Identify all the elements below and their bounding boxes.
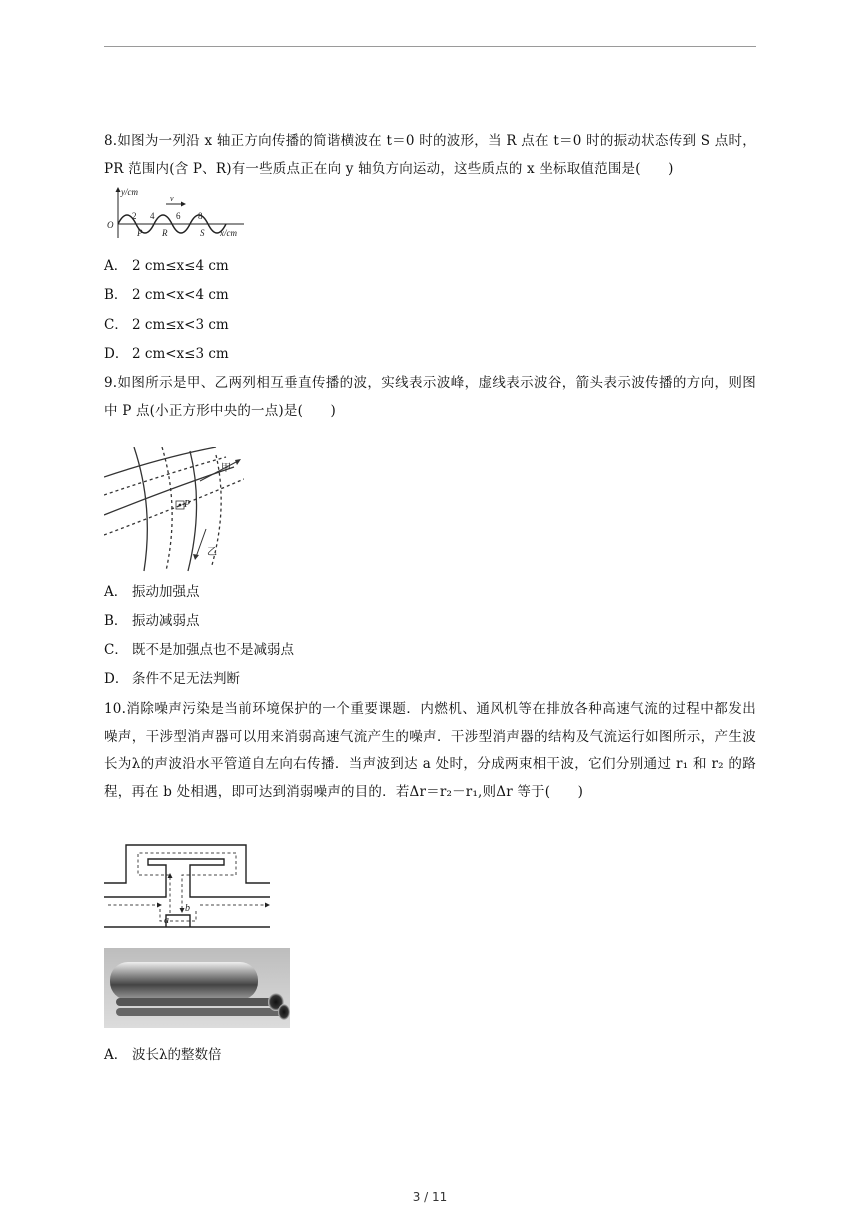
q9-interference-figure (104, 447, 244, 573)
q9-option-a[interactable] (104, 582, 200, 602)
q8-arrow-label: v (170, 194, 174, 203)
q8-option-c-label: C． (104, 317, 128, 333)
q8-option-d-text: 2 cm<x≤3 cm (132, 346, 229, 362)
q9-option-d[interactable] (104, 669, 240, 689)
q10-muffler-diagram (104, 843, 274, 935)
q10-option-a[interactable] (104, 1045, 222, 1065)
q8-wave-figure (104, 186, 248, 242)
q8-option-d-label: D． (104, 346, 129, 362)
q8-option-b-text: 2 cm<x<4 cm (132, 287, 229, 303)
q9-option-d-label: D． (104, 671, 129, 687)
q8-option-b-label: B． (104, 287, 128, 303)
q8-option-b[interactable] (104, 285, 229, 305)
q8-option-d[interactable] (104, 344, 229, 364)
q9-label-jia: 甲 (221, 463, 231, 474)
q8-ylabel: y/cm (121, 187, 138, 197)
q10-option-a-label: A． (104, 1047, 128, 1063)
q9-option-b[interactable] (104, 611, 200, 631)
q8-origin: O (107, 220, 114, 230)
q9-option-c-label: C． (104, 642, 128, 658)
q8-option-a[interactable] (104, 256, 229, 276)
q10-point-a: a (164, 915, 169, 926)
q9-option-b-label: B． (104, 613, 128, 629)
page-number: 3 / 11 (412, 1190, 448, 1204)
header-rule (104, 46, 756, 47)
q8-xlabel: x/cm (220, 228, 237, 238)
q10-stem: 10.消除噪声污染是当前环境保护的一个重要课题．内燃机、通风机等在排放各种高速气流的过程中都发出噪声，干涉型消声器可以用来消弱高速气流产生的噪声．干涉型消声器的结构及气流运行如图所示，产生波长为λ的声波沿水平管道自左向右传播．当声波到达 a 处时，分成两束相干波，它们分别通过 r₁ 和 r₂ 的路程，再在 b 处相遇，即可达到消弱噪声的目的．若Δr＝r₂－r₁,则Δr 等于( ) (104, 701, 756, 800)
q9-point-p: P (184, 499, 191, 510)
q8-tick-8: 8 (198, 211, 203, 221)
q9-option-b-text: 振动减弱点 (132, 613, 200, 629)
q8-tick-2: 2 (132, 211, 137, 221)
q8-stem: 8.如图为一列沿 x 轴正方向传播的简谐横波在 t＝0 时的波形，当 R 点在 t＝0 时的振动状态传到 S 点时，PR 范围内(含 P、R)有一些质点正在向 y 轴负方向运动，这些质点的 x 坐标取值范围是( ) (104, 133, 756, 177)
q9-option-a-text: 振动加强点 (132, 584, 200, 600)
q8-option-a-label: A． (104, 258, 128, 274)
q8-option-a-text: 2 cm≤x≤4 cm (132, 258, 229, 274)
q9-stem: 9.如图所示是甲、乙两列相互垂直传播的波，实线表示波峰，虚线表示波谷，箭头表示波传播的方向，则图中 P 点(小正方形中央的一点)是( ) (104, 375, 756, 419)
q9-option-a-label: A． (104, 584, 128, 600)
q8-tick-4: 4 (150, 211, 155, 221)
q8-tick-6: 6 (176, 211, 181, 221)
q9-option-c[interactable] (104, 640, 294, 660)
q9-option-c-text: 既不是加强点也不是减弱点 (132, 642, 294, 658)
q8-point-s: S (200, 228, 205, 238)
q9-label-yi: 乙 (207, 547, 217, 558)
q8-option-c-text: 2 cm≤x<3 cm (132, 317, 229, 333)
q8-point-p: P (137, 228, 143, 238)
q8-option-c[interactable] (104, 315, 229, 335)
q10-point-b: b (185, 903, 190, 914)
q9-option-d-text: 条件不足无法判断 (132, 671, 240, 687)
q8-point-r: R (162, 228, 168, 238)
muffler-photo (104, 948, 290, 1028)
q10-option-a-text: 波长λ的整数倍 (132, 1047, 222, 1063)
